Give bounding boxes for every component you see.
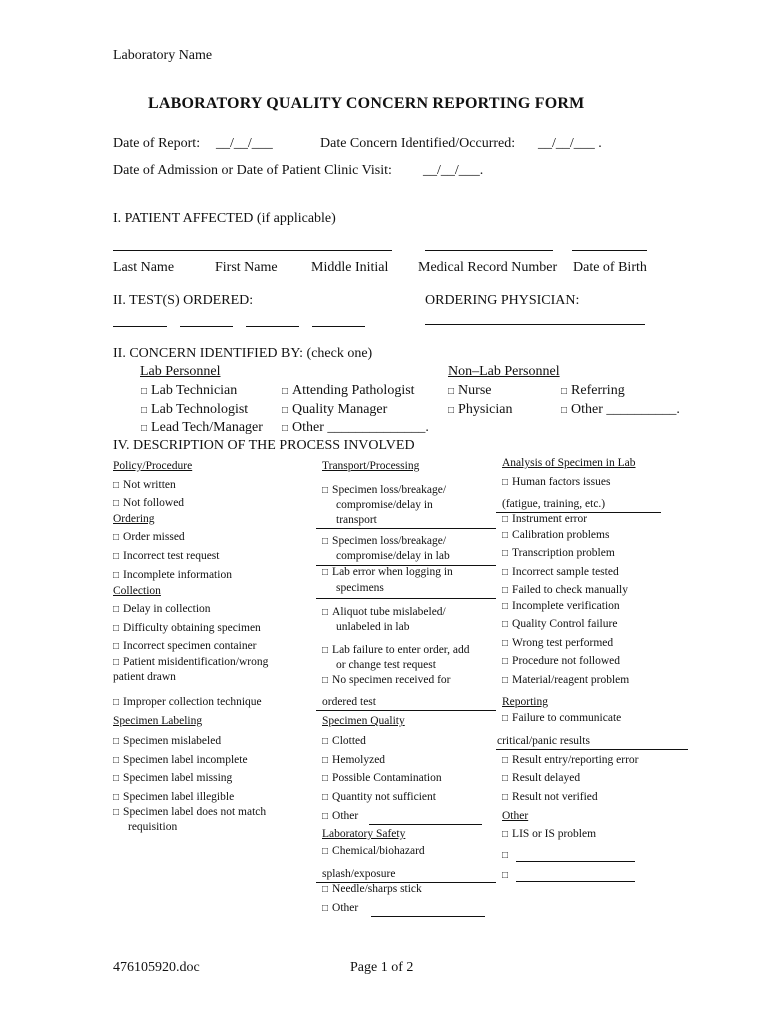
test-line-2[interactable] bbox=[180, 326, 233, 327]
checkbox-icon[interactable]: □ bbox=[322, 485, 329, 496]
checkbox-icon[interactable]: □ bbox=[322, 675, 329, 686]
divider bbox=[496, 749, 688, 750]
item-difficulty-obtaining[interactable]: □ Difficulty obtaining specimen bbox=[113, 622, 261, 634]
checkbox-icon[interactable]: □ bbox=[113, 570, 120, 581]
item-requisition: requisition bbox=[128, 821, 178, 833]
item-failed-check[interactable]: □ Failed to check manually bbox=[502, 584, 628, 596]
checkbox-icon[interactable]: □ bbox=[113, 480, 120, 491]
checkbox-icon[interactable]: □ bbox=[502, 477, 509, 488]
checkbox-icon[interactable]: □ bbox=[113, 532, 120, 543]
item-lab-loss[interactable]: □ Specimen loss/breakage/ bbox=[322, 535, 447, 547]
item-transport-loss-3: transport bbox=[336, 514, 377, 526]
option-other-nonlab[interactable]: □ Other __________. bbox=[561, 402, 680, 417]
item-qc-failure[interactable]: □ Quality Control failure bbox=[502, 618, 618, 630]
concern-heading: II. CONCERN IDENTIFIED BY: (check one) bbox=[113, 346, 373, 361]
divider bbox=[316, 528, 496, 529]
checkbox-icon[interactable]: □ bbox=[113, 773, 120, 784]
date-admission-field[interactable]: __/__/___. bbox=[423, 163, 484, 178]
checkbox-icon[interactable]: □ bbox=[502, 619, 509, 630]
checkbox-icon[interactable]: □ bbox=[502, 548, 509, 559]
dob-label: Date of Birth bbox=[573, 260, 647, 275]
item-critical-panic: critical/panic results bbox=[497, 735, 590, 747]
checkbox-icon[interactable]: □ bbox=[113, 736, 120, 747]
checkbox-icon[interactable]: □ bbox=[502, 601, 509, 612]
item-material-reagent[interactable]: □ Material/reagent problem bbox=[502, 674, 630, 686]
checkbox-icon[interactable]: □ bbox=[502, 567, 509, 578]
item-clotted[interactable]: □ Clotted bbox=[322, 735, 366, 747]
checkbox-icon[interactable]: □ bbox=[113, 641, 120, 652]
checkbox-icon[interactable]: □ bbox=[502, 675, 509, 686]
divider bbox=[316, 598, 496, 599]
checkbox-icon[interactable]: □ bbox=[113, 623, 120, 634]
item-result-not-verified[interactable]: □ Result not verified bbox=[502, 791, 598, 803]
checkbox-icon[interactable]: □ bbox=[561, 386, 568, 397]
item-other-2[interactable] bbox=[502, 869, 512, 881]
checkbox-icon[interactable]: □ bbox=[322, 792, 329, 803]
patient-heading: I. PATIENT AFFECTED (if applicable) bbox=[113, 211, 336, 226]
item-label-incomplete[interactable]: □ Specimen label incomplete bbox=[113, 754, 248, 766]
lab-name: Laboratory Name bbox=[113, 48, 213, 63]
item-fatigue-training: (fatigue, training, etc.) bbox=[502, 498, 606, 510]
other-heading: Other bbox=[502, 810, 529, 822]
item-quantity-not-sufficient[interactable]: □ Quantity not sufficient bbox=[322, 791, 436, 803]
checkbox-icon[interactable]: □ bbox=[502, 585, 509, 596]
item-order-missed[interactable]: □ Order missed bbox=[113, 531, 185, 543]
checkbox-icon[interactable]: □ bbox=[448, 405, 455, 416]
analysis-heading: Analysis of Specimen in Lab bbox=[502, 457, 636, 469]
labeling-heading: Specimen Labeling bbox=[113, 715, 203, 727]
checkbox-icon[interactable]: □ bbox=[322, 773, 329, 784]
non-lab-personnel-label: Non–Lab Personnel bbox=[448, 364, 560, 379]
checkbox-icon[interactable]: □ bbox=[502, 870, 509, 881]
checkbox-icon[interactable]: □ bbox=[322, 846, 329, 857]
checkbox-icon[interactable]: □ bbox=[448, 386, 455, 397]
transport-heading: Transport/Processing bbox=[322, 460, 420, 472]
safety-heading: Laboratory Safety bbox=[322, 828, 406, 840]
footer-page-number: Page 1 of 2 bbox=[350, 960, 414, 975]
option-lab-technologist[interactable]: □ Lab Technologist bbox=[141, 402, 249, 417]
item-no-specimen[interactable]: □ No specimen received for bbox=[322, 674, 451, 686]
item-transcription[interactable]: □ Transcription problem bbox=[502, 547, 615, 559]
checkbox-icon[interactable]: □ bbox=[322, 645, 329, 656]
checkbox-icon[interactable]: □ bbox=[502, 514, 509, 525]
checkbox-icon[interactable]: □ bbox=[141, 423, 148, 434]
dob-line[interactable] bbox=[572, 250, 647, 251]
footer-doc-name: 476105920.doc bbox=[113, 960, 200, 975]
checkbox-icon[interactable]: □ bbox=[113, 604, 120, 615]
date-admission-label: Date of Admission or Date of Patient Clinic Visit: bbox=[113, 163, 392, 178]
item-transport-loss[interactable]: □ Specimen loss/breakage/ bbox=[322, 484, 447, 496]
item-hemolyzed[interactable]: □ Hemolyzed bbox=[322, 754, 386, 766]
other-line-1[interactable] bbox=[516, 861, 635, 862]
checkbox-icon[interactable]: □ bbox=[502, 530, 509, 541]
mrn-label: Medical Record Number bbox=[418, 260, 558, 275]
test-line-4[interactable] bbox=[312, 326, 365, 327]
checkbox-icon[interactable]: □ bbox=[502, 850, 509, 861]
item-incomplete-information[interactable]: □ Incomplete information bbox=[113, 569, 232, 581]
reporting-heading: Reporting bbox=[502, 696, 548, 708]
item-calibration[interactable]: □ Calibration problems bbox=[502, 529, 610, 541]
item-needle-stick[interactable]: □ Needle/sharps stick bbox=[322, 883, 422, 895]
checkbox-icon[interactable]: □ bbox=[502, 638, 509, 649]
item-result-entry[interactable]: □ Result entry/reporting error bbox=[502, 754, 639, 766]
checkbox-icon[interactable]: □ bbox=[322, 755, 329, 766]
tests-heading: II. TEST(S) ORDERED: bbox=[113, 293, 254, 308]
item-not-written[interactable]: □ Not written bbox=[113, 479, 176, 491]
item-lis-problem[interactable]: □ LIS or IS problem bbox=[502, 828, 597, 840]
checkbox-icon[interactable]: □ bbox=[502, 755, 509, 766]
item-result-delayed[interactable]: □ Result delayed bbox=[502, 772, 581, 784]
item-failure-communicate[interactable]: □ Failure to communicate bbox=[502, 712, 622, 724]
item-incomplete-verification[interactable]: □ Incomplete verification bbox=[502, 600, 620, 612]
item-quality-other[interactable]: □ Other bbox=[322, 810, 359, 822]
patient-name-line[interactable] bbox=[113, 250, 392, 251]
item-not-followed[interactable]: □ Not followed bbox=[113, 497, 185, 509]
item-lab-error-logging[interactable]: □ Lab error when logging in bbox=[322, 566, 453, 578]
checkbox-icon[interactable]: □ bbox=[282, 423, 289, 434]
item-lab-error-logging-2: specimens bbox=[336, 582, 384, 594]
lab-personnel-label: Lab Personnel bbox=[140, 364, 221, 379]
item-label-not-match[interactable]: □ Specimen label does not match bbox=[113, 806, 267, 818]
date-of-report-field[interactable]: __/__/___ bbox=[216, 136, 273, 151]
item-patient-misidentification[interactable]: □ Patient misidentification/wrong bbox=[113, 656, 269, 668]
item-safety-other[interactable]: □ Other bbox=[322, 902, 359, 914]
checkbox-icon[interactable]: □ bbox=[502, 713, 509, 724]
checkbox-icon[interactable]: □ bbox=[322, 884, 329, 895]
checkbox-icon[interactable]: □ bbox=[113, 807, 120, 818]
item-label-illegible[interactable]: □ Specimen label illegible bbox=[113, 791, 235, 803]
item-human-factors[interactable]: □ Human factors issues bbox=[502, 476, 611, 488]
middle-initial-label: Middle Initial bbox=[311, 260, 389, 275]
item-aliquot-mislabeled[interactable]: □ Aliquot tube mislabeled/ bbox=[322, 606, 446, 618]
item-lab-failure-order-2: or change test request bbox=[336, 659, 436, 671]
option-other-lab[interactable]: □ Other ______________. bbox=[282, 420, 429, 435]
checkbox-icon[interactable]: □ bbox=[322, 536, 329, 547]
item-lab-loss-2: compromise/delay in lab bbox=[336, 550, 450, 562]
item-incorrect-test-request[interactable]: □ Incorrect test request bbox=[113, 550, 220, 562]
checkbox-icon[interactable]: □ bbox=[322, 567, 329, 578]
item-incorrect-container[interactable]: □ Incorrect specimen container bbox=[113, 640, 257, 652]
process-heading: IV. DESCRIPTION OF THE PROCESS INVOLVED bbox=[113, 438, 415, 453]
checkbox-icon[interactable]: □ bbox=[113, 551, 120, 562]
item-other-1[interactable] bbox=[502, 849, 512, 861]
checkbox-icon[interactable]: □ bbox=[322, 903, 329, 914]
checkbox-icon[interactable]: □ bbox=[141, 405, 148, 416]
item-aliquot-mislabeled-2: unlabeled in lab bbox=[336, 621, 410, 633]
test-line-3[interactable] bbox=[246, 326, 299, 327]
ordering-heading: Ordering bbox=[113, 513, 155, 525]
collection-heading: Collection bbox=[113, 585, 161, 597]
item-delay-in-collection[interactable]: □ Delay in collection bbox=[113, 603, 211, 615]
safety-other-line[interactable] bbox=[371, 916, 485, 917]
item-splash-exposure: splash/exposure bbox=[322, 868, 396, 880]
mrn-line[interactable] bbox=[425, 250, 553, 251]
checkbox-icon[interactable]: □ bbox=[113, 792, 120, 803]
physician-line[interactable] bbox=[425, 324, 645, 325]
checkbox-icon[interactable]: □ bbox=[322, 736, 329, 747]
item-wrong-test[interactable]: □ Wrong test performed bbox=[502, 637, 614, 649]
option-quality-manager[interactable]: □ Quality Manager bbox=[282, 402, 388, 417]
checkbox-icon[interactable]: □ bbox=[282, 386, 289, 397]
item-incorrect-sample[interactable]: □ Incorrect sample tested bbox=[502, 566, 619, 578]
checkbox-icon[interactable]: □ bbox=[113, 498, 120, 509]
item-chemical-biohazard[interactable]: □ Chemical/biohazard bbox=[322, 845, 425, 857]
divider bbox=[316, 710, 496, 711]
item-procedure-not-followed[interactable]: □ Procedure not followed bbox=[502, 655, 620, 667]
item-label-missing[interactable]: □ Specimen label missing bbox=[113, 772, 233, 784]
item-transport-loss-2: compromise/delay in bbox=[336, 499, 433, 511]
test-line-1[interactable] bbox=[113, 326, 167, 327]
item-specimen-mislabeled[interactable]: □ Specimen mislabeled bbox=[113, 735, 222, 747]
checkbox-icon[interactable]: □ bbox=[502, 829, 509, 840]
quality-other-line[interactable] bbox=[369, 824, 482, 825]
item-improper-collection[interactable]: □ Improper collection technique bbox=[113, 696, 262, 708]
checkbox-icon[interactable]: □ bbox=[502, 773, 509, 784]
checkbox-icon[interactable]: □ bbox=[502, 792, 509, 803]
option-attending-pathologist[interactable]: □ Attending Pathologist bbox=[282, 383, 415, 398]
checkbox-icon[interactable]: □ bbox=[322, 607, 329, 618]
physician-label: ORDERING PHYSICIAN: bbox=[425, 293, 580, 308]
option-lead-tech-manager[interactable]: □ Lead Tech/Manager bbox=[141, 420, 263, 435]
option-physician[interactable]: □ Physician bbox=[448, 402, 513, 417]
checkbox-icon[interactable]: □ bbox=[113, 755, 120, 766]
policy-heading: Policy/Procedure bbox=[113, 460, 193, 472]
last-name-label: Last Name bbox=[113, 260, 175, 275]
checkbox-icon[interactable]: □ bbox=[561, 405, 568, 416]
option-referring[interactable]: □ Referring bbox=[561, 383, 625, 398]
item-no-specimen-2: ordered test bbox=[322, 696, 376, 708]
first-name-label: First Name bbox=[215, 260, 278, 275]
checkbox-icon[interactable]: □ bbox=[141, 386, 148, 397]
option-nurse[interactable]: □ Nurse bbox=[448, 383, 492, 398]
item-lab-failure-order[interactable]: □ Lab failure to enter order, add bbox=[322, 644, 470, 656]
date-identified-field[interactable]: __/__/___ . bbox=[538, 136, 602, 151]
other-line-2[interactable] bbox=[516, 881, 635, 882]
checkbox-icon[interactable]: □ bbox=[113, 697, 120, 708]
form-title: LABORATORY QUALITY CONCERN REPORTING FORM bbox=[148, 95, 585, 112]
item-patient-drawn: patient drawn bbox=[113, 671, 176, 683]
checkbox-icon[interactable]: □ bbox=[502, 656, 509, 667]
date-identified-label: Date Concern Identified/Occurred: bbox=[320, 136, 516, 151]
quality-heading: Specimen Quality bbox=[322, 715, 405, 727]
date-of-report-label: Date of Report: bbox=[113, 136, 201, 151]
item-possible-contamination[interactable]: □ Possible Contamination bbox=[322, 772, 442, 784]
checkbox-icon[interactable]: □ bbox=[113, 657, 120, 668]
checkbox-icon[interactable]: □ bbox=[322, 811, 329, 822]
item-instrument-error[interactable]: □ Instrument error bbox=[502, 513, 588, 525]
checkbox-icon[interactable]: □ bbox=[282, 405, 289, 416]
option-lab-technician[interactable]: □ Lab Technician bbox=[141, 383, 238, 398]
